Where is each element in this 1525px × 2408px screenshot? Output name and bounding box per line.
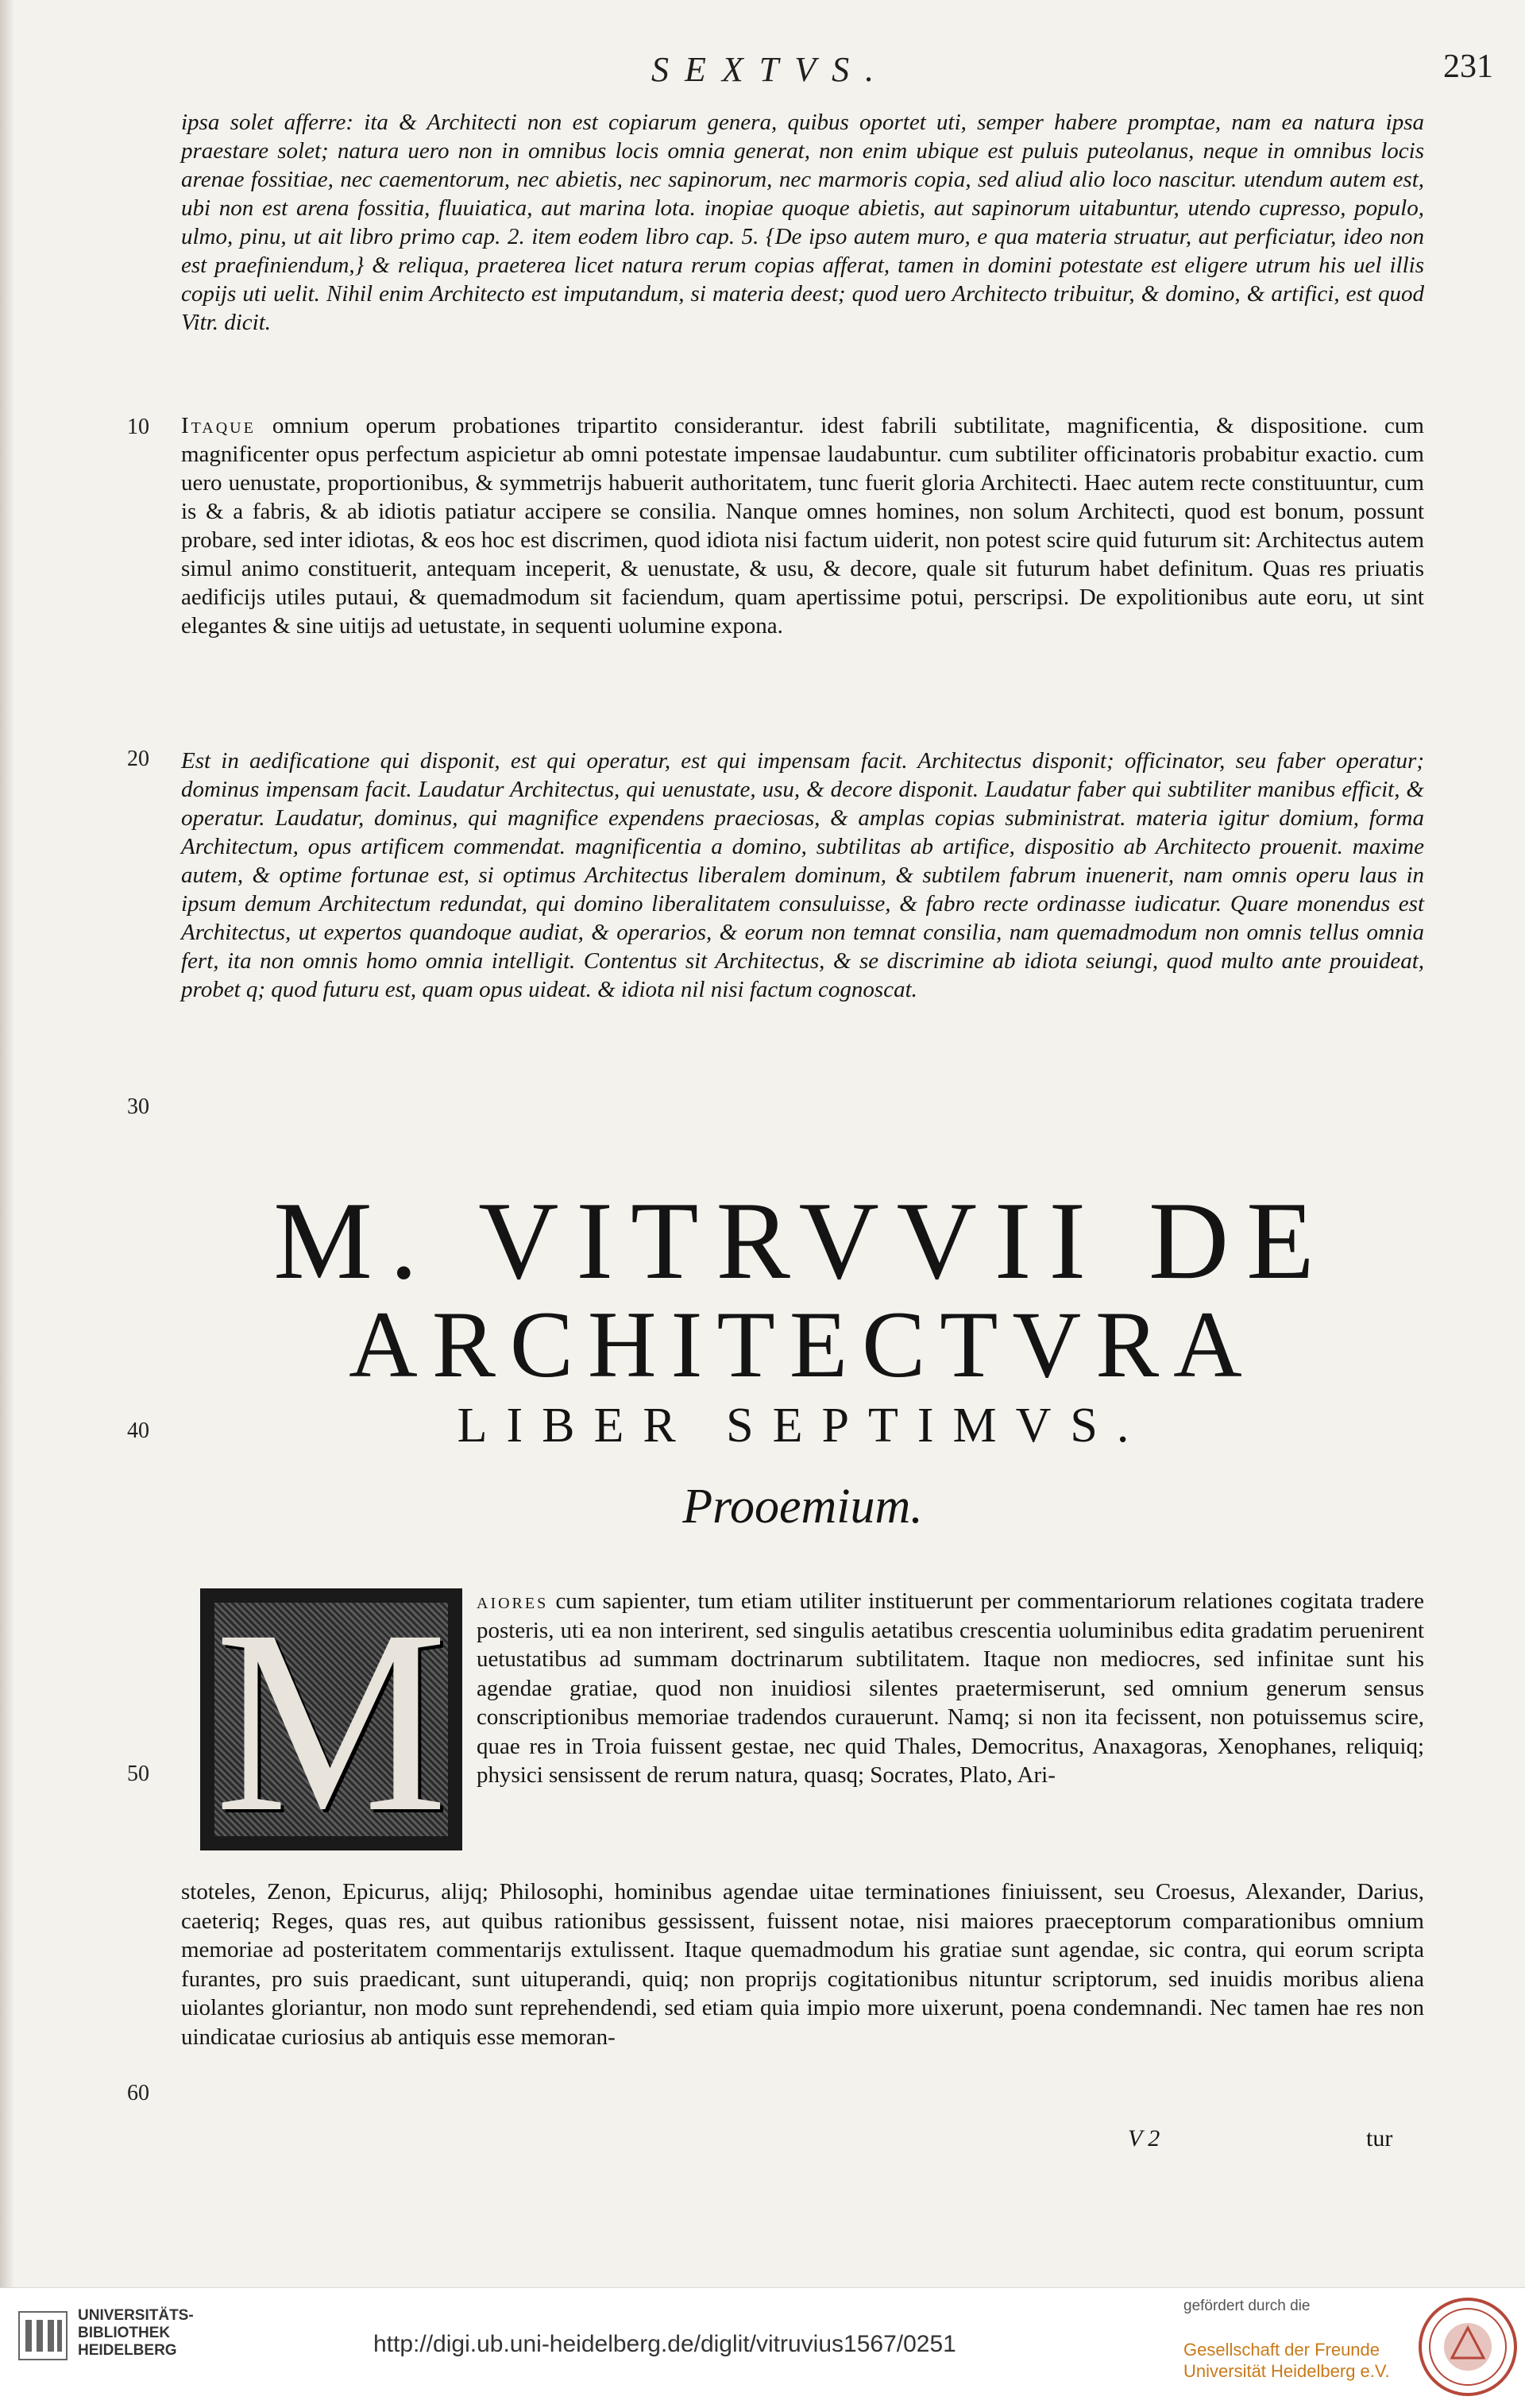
- main-paragraph: [181, 411, 1424, 640]
- proem-heading: Prooemium.: [682, 1480, 923, 1534]
- library-name-text: UNIVERSITÄTS- BIBLIOTHEK HEIDELBERG: [78, 2307, 194, 2359]
- footer-bar: [0, 2287, 1525, 2408]
- signature-mark: V 2: [1128, 2125, 1160, 2151]
- proem-full-body: stoteles, Zenon, Epicurus, alijq; Philosophi, hominibus agendae uitae terminationes finiuissent, seu Croesus, Alexander, Darius, caeteriq; Reges, quas res, aut quibus rationibus gessissent, fuissent notae, nisi maiores praeceptorum comparationibus omnium memoriae ad posteritatem commentarijs extulissent. Itaque quemadmodum his gratiae sunt agendae, sic contra, qui eorum scripta furantes, pro suis praedicant, sunt uituperandi, quiq; non proprijs cogitationibus nituntur scriptorum, sed inuidis moribus aliena uiolantes gloriantur, non modo sunt reprehendendi, sed etiam quia impio more uixerunt, poena condemnandi. Nec tamen hae res non uindicatae curiosius ab antiquis esse memoran-: [181, 1879, 1424, 2050]
- commentary-block: [181, 747, 1424, 1004]
- catchword: tur: [1366, 2125, 1393, 2151]
- commentary-paragraph: Est in aedificatione qui disponit, est qui operatur, est qui impensam facit. Architectus disponit; officinator, seu faber operatur; dominus impensam facit. Laudatur Architectus, qui uenustate, usu, & decore disponit. Laudatur faber qui subtiliter manibus efficit, & operatur. Laudatur, dominus, qui magnifice expendens praeciosas, & amplas copias subministrat. materia igitur domium, forma Architectum, opus artificem commendat. magnificentia a domino, subtilitas ab artifice, dispositio ab Architecto prouenit. maxime autem, & optime fortunae est, si optimus Architectus liberalem dominum, & subtilem fabrum inuenerit, nam omnis operu laus in ipsum demum Architectum redundat, qui domino liberalitatem consuluisse, & fabro recte ordinasse iudicatur. Quare monendus est Architectus, ut expertos quandoque audiat, & operarios, & eorum non temnat consilia, nam quemadmodum non omnis tellus omnia fert, ita non omnis homo omnia intelligit. Contentus sit Architectus, & se discrimine ab idiota seiungi, quod multo ante prouideat, probet q; quod futuru est, quam opus uideat. & idiota nil nisi factum cognoscat.: [181, 748, 1424, 1002]
- notes-paragraph: ipsa solet afferre: ita & Architecti non est copiarum genera, quibus oportet uti, semper habere promptae, nam ea natura ipsa praestare solet; natura uero non in omnibus locis omnia generat, non enim ubique est puluis puteolanus, neque in omnibus locis arenae fossitiae, nec caementorum, nec abietis, nec sapinorum, nec marmoris copia, sed aliud alio loco nascitur. utendum autem est, ubi non est arena fossitia, fluuiatica, aut marina lota. inopiae quoque abietis, aut sapinorum uitabuntur, utendo cupresso, populo, ulmo, pinu, ut ait libro primo cap. 2. item eodem libro cap. 5. {De ipso autem muro, e qua materia struatur, aut perficiatur, ideo non est praefiniendum,} & reliqua, praeterea licet natura rerum copias afferat, tamen in domini potestate est eligere utrum his uel illis copijs uti uelit. Nihil enim Architecto est imputandum, si materia deest; quod uero Architecto tribuitur, & domino, & artifici, est quod Vitr. dicit.: [181, 110, 1424, 335]
- main-text: [181, 411, 1424, 640]
- line-number: 60: [127, 2081, 149, 2105]
- book-number: LIBER SEPTIMVS.: [457, 1399, 1149, 1453]
- book-subtitle: ARCHITECTVRA: [349, 1291, 1257, 1397]
- book-title: M. VITRVVII DE: [273, 1179, 1332, 1302]
- proem-lead-word: aiores: [477, 1588, 549, 1614]
- proem-wrapped-text: [477, 1587, 1424, 1790]
- main-body: omnium operum probationes tripartito considerantur. idest fabrili subtilitate, magnificentia, & dispositione. cum magnificenter opus perfectum aspicietur ab omni potestate impensae laudabuntur. cum subtiliter officinatoris probabitur exactio. cum uero uenustate, proportionibus, & symmetrijs habuerit authoritatem, tunc fuerit gloria Architecti. Haec autem recte constituuntur, cum is & a fabris, & ab idiotis patiatur accipere se consilia. Nanque omnes homines, non solum Architecti, quod est bonum, possunt probare, sed inter idiotas, & eos hoc est discrimen, quod idiota nisi factum uiderit, non potest scire quid futurum sit: Architectus autem simul animo constituerit, antequam inceperit, & uenustate, & usu, & decore, quale sit futurum habet definitum. Quas res priuatis aedificijs utiles putaui, & quemadmodum sit faciendum, quam apertissime potui, perscripsi. De expolitionibus aute eoru, ut sint elegantes & sine uitijs ad uetustate, in sequenti uolumine expona.: [181, 413, 1424, 639]
- permalink[interactable]: http://digi.ub.uni-heidelberg.de/diglit/vitruvius1567/0251: [373, 2331, 956, 2357]
- university-seal-icon: [1417, 2296, 1519, 2398]
- library-logo-icon[interactable]: [17, 2310, 68, 2361]
- line-number: 20: [127, 747, 149, 771]
- line-number: 40: [127, 1418, 149, 1443]
- decorated-initial: [200, 1588, 462, 1850]
- notes-block: [181, 108, 1424, 337]
- proem-wrapped-body: cum sapienter, tum etiam utiliter instituerunt per commentariorum relationes cogitata tradere posteris, uti ea non interirent, sed singulis aetatibus crescentia uoluminibus edita gradatim peruenirent uetustatibus ad summam doctrinarum subtilitatem. Itaque non mediocres, sed infinitae sunt his agendae gratiae, quod non inuidiosi silentes praetermiserunt, sed omnium generum sensus conscriptionibus memoriae tradendos curauerunt. Namq; si non ita fecissent, non potuissemus scire, quae res in Troia fuissent gestae, nec quid Thales, Democritus, Anaxagoras, Xenophanes, reliquiq; physici sensissent de rerum natura, quasq; Socrates, Plato, Ari-: [477, 1588, 1424, 1788]
- scan-edge: [0, 0, 14, 2287]
- sponsor-label: gefördert durch die: [1183, 2298, 1311, 2314]
- initial-letter: M: [214, 1588, 448, 1850]
- running-head: [0, 41, 1525, 97]
- library-name[interactable]: [78, 2307, 245, 2360]
- line-number: 30: [127, 1094, 149, 1119]
- line-number: 50: [127, 1762, 149, 1786]
- line-number: 10: [127, 415, 149, 439]
- lead-word: Itaque: [181, 413, 256, 438]
- page-number: 231: [1443, 48, 1493, 85]
- proem-full-text: [181, 1877, 1424, 2051]
- sponsor-name[interactable]: Gesellschaft der Freunde Universität Heidelberg e.V.: [1183, 2340, 1390, 2381]
- running-head-title: SEXTVS.: [651, 50, 890, 89]
